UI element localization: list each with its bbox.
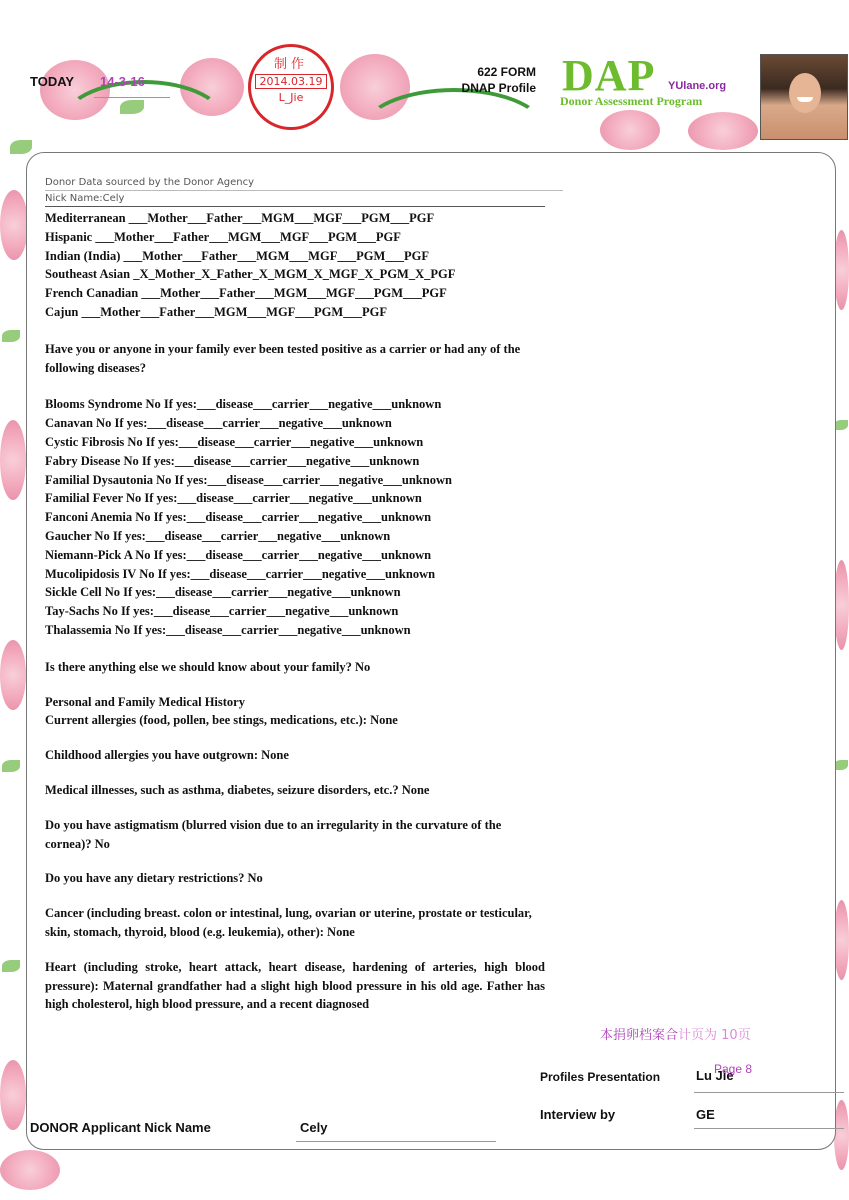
disease-row: Tay-Sachs No If yes:___disease___carrier___negative___unknown	[45, 604, 399, 619]
allergies-line: Current allergies (food, pollen, bee stings, medications, etc.): None	[45, 713, 398, 728]
astigmatism-line: Do you have astigmatism (blurred vision due to an irregularity in the curvature of the cornea)? No	[45, 817, 502, 851]
disease-row: Niemann-Pick A No If yes:___disease___carrier___negative___unknown	[45, 547, 432, 562]
profile-content	[45, 177, 545, 1014]
today-label: TODAY	[30, 74, 75, 89]
stamp-text-2: 2014.03.19	[255, 74, 327, 89]
donor-nickname-label: DONOR Applicant Nick Name	[30, 1120, 211, 1135]
page-count-note	[600, 1024, 751, 1043]
ethnicity-row: French Canadian ___Mother___Father___MGM___MGF___PGM___PGF	[45, 286, 447, 301]
disease-row: Cystic Fibrosis No If yes:___disease___carrier___negative___unknown	[45, 434, 424, 449]
ethnicity-row: Southeast Asian _X_Mother_X_Father_X_MGM_X_MGF_X_PGM_X_PGF	[45, 267, 456, 282]
interview-label: Interview by	[540, 1107, 616, 1122]
profile-card	[26, 152, 836, 1150]
family-question: Is there anything else we should know about your family? No	[45, 659, 371, 674]
stamp-text-1: 制作	[273, 57, 308, 72]
carrier-question: Have you or anyone in your family ever been tested positive as a carrier or had any of the following diseases?	[45, 341, 521, 375]
ethnicity-row: Indian (India) ___Mother___Father___MGM___MGF___PGM___PGF	[45, 248, 429, 263]
ethnicity-row: Hispanic ___Mother___Father___MGM___MGF___PGM___PGF	[45, 229, 401, 244]
disease-list	[45, 395, 545, 639]
cancer-line: Cancer (including breast. colon or intestinal, lung, ovarian or uterine, prostate or testicular, skin, stomach, thyroid, blood (e.g. leukemia), other): None	[45, 906, 532, 939]
interview-value: GE	[696, 1107, 715, 1122]
interview-underline	[694, 1128, 844, 1129]
donor-face	[789, 73, 821, 113]
disease-row: Gaucher No If yes:___disease___carrier___negative___unknown	[45, 528, 391, 543]
donor-nickname-value: Cely	[300, 1120, 328, 1135]
nick-name-line: Nick Name:Cely	[45, 193, 545, 207]
today-value: 14-3-16	[100, 74, 145, 89]
donor-photo	[760, 54, 848, 140]
disease-row: Familial Fever No If yes:___disease___carrier___negative___unknown	[45, 491, 422, 506]
presentation-underline	[694, 1092, 844, 1093]
disease-row: Blooms Syndrome No If yes:___disease___carrier___negative___unknown	[45, 397, 442, 412]
disease-row: Sickle Cell No If yes:___disease___carrier___negative___unknown	[45, 585, 401, 600]
disease-row: Fabry Disease No If yes:___disease___carrier___negative___unknown	[45, 453, 420, 468]
donor-smile	[797, 97, 813, 102]
logo-subtitle: Donor Assessment Program	[560, 94, 703, 108]
disease-row: Familial Dysautonia No If yes:___disease___carrier___negative___unknown	[45, 472, 452, 487]
page-number: Page 8	[714, 1062, 753, 1076]
dietary-line: Do you have any dietary restrictions? No	[45, 871, 263, 886]
agency-line: Donor Data sourced by the Donor Agency	[45, 177, 563, 191]
ethnicity-row: Cajun ___Mother___Father___MGM___MGF___PGM___PGF	[45, 304, 387, 319]
history-heading: Personal and Family Medical History	[45, 694, 245, 709]
page-count-note-part2: 计页为 10页	[678, 1028, 751, 1043]
childhood-allergies-line: Childhood allergies you have outgrown: None	[45, 748, 289, 763]
form-title: 622 FORM	[477, 65, 536, 79]
donor-nickname-underline	[296, 1141, 496, 1142]
official-stamp	[248, 44, 334, 130]
form-title-block	[430, 64, 536, 96]
ethnicity-row: Mediterranean ___Mother___Father___MGM___MGF___PGM___PGF	[45, 211, 435, 225]
form-subtitle: DNAP Profile	[461, 81, 536, 95]
dap-logo: DAP	[562, 51, 656, 100]
disease-row: Mucolipidosis IV No If yes:___disease___carrier___negative___unknown	[45, 566, 436, 581]
today-underline	[94, 97, 170, 98]
disease-row: Thalassemia No If yes:___disease___carrier___negative___unknown	[45, 622, 411, 637]
medical-illnesses-line: Medical illnesses, such as asthma, diabetes, seizure disorders, etc.? None	[45, 782, 430, 797]
presentation-label: Profiles Presentation	[540, 1070, 661, 1084]
ethnicity-list	[45, 209, 545, 322]
disease-row: Fanconi Anemia No If yes:___disease___carrier___negative___unknown	[45, 510, 432, 525]
stamp-text-3: L_Jie	[278, 91, 304, 104]
disease-row: Canavan No If yes:___disease___carrier___negative___unknown	[45, 416, 392, 431]
logo-url: YUlane.org	[668, 80, 727, 92]
page-count-note-part1: 本捐卵档案合	[600, 1028, 679, 1043]
presentation-value: Lu Jie	[696, 1068, 734, 1083]
heart-line: Heart (including stroke, heart attack, heart disease, hardening of arteries, high blood pressure): Maternal grandfather had a slight high blood pressure in his old age. Father has high cholesterol, high blood pressure, and a recent diagnosed	[45, 959, 545, 1012]
